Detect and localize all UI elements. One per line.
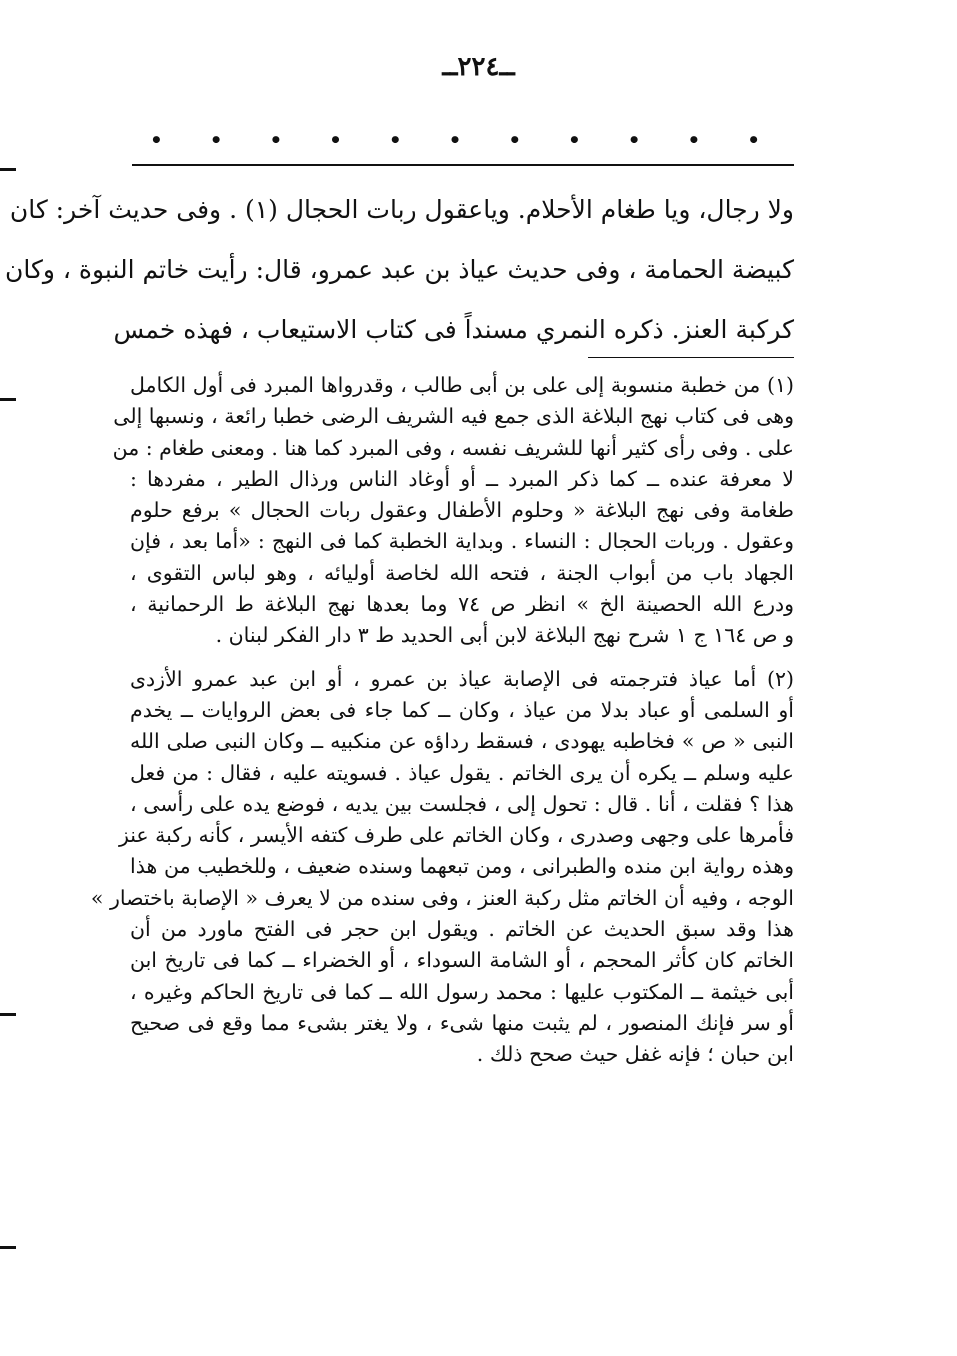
footnote-line: أو سر فإنك المنصور ، لم يثبت منها شىء ، ولا يغتر بشىء مما وقع فى صحيح — [130, 1010, 794, 1035]
ornament-dot: • — [627, 128, 641, 152]
main-text-line: كبيضة الحمامة ، وفى حديث عياذ بن عبد عمرو، قال: رأيت خاتم النبوة ، وكان — [4, 255, 794, 284]
footnote-2 — [90, 664, 794, 1071]
ornament-dot: • — [508, 128, 522, 152]
main-text-line: ولا رجال، ويا طغام الأحلام. وياعقول ربات الحجال (١) . وفى حديث آخر: كان — [9, 195, 794, 224]
footnote-line: وعقول . وربات الحجال : النساء . وبداية الخطبة كما فى النهج : «أما بعد ، فإن — [130, 529, 794, 554]
footnote-line: (٢) أما عياذ فترجمته فى الإصابة عياذ بن عمرو ، أو ابن عبد عمرو الأزدى — [130, 666, 794, 691]
footnote-line: هذا وقد سبق الحديث عن الخاتم . ويقول ابن حجر فى الفتح ماورد من أن — [130, 917, 794, 942]
footnote-line: على . وفى رأى كثير أنها للشريف نفسه ، وفى المبرد كما هنا . ومعنى طغام : من — [112, 435, 794, 460]
ornament-dot: • — [209, 128, 223, 152]
footnote-line: فأمرها على وجهى وصدرى ، وكان الخاتم على طرف كتفه الأيسر ، كأنه ركبة عنز — [118, 823, 794, 848]
page-number: ــ٢٢٤ــ — [442, 52, 515, 82]
ornament-dot: • — [150, 128, 163, 152]
footnote-line: (١) من خطبة منسوبة إلى على بن أبى طالب ، وقدرواها المبرد فى أول الكامل — [130, 373, 794, 397]
footnote-1 — [112, 370, 794, 652]
footnote-line: هذا ؟ فقلت ، أنا . قال : تحول إلى ، فجلست بين يديه ، فوضع يده على رأسى ، — [130, 791, 794, 816]
ornament-dots-row — [150, 128, 760, 152]
footnote-line: طغامة وفى نهج البلاغة « وحلوم الأطفال وعقول ربات الحجال » برفع حلوم — [130, 498, 794, 523]
footnote-line: النبى « ص » فخاطبه يهودى ، فسقط رداؤه عن منكبيه ــ وكان النبى صلى الله — [130, 729, 794, 754]
ornament-dot: • — [747, 128, 760, 152]
footnote-line: أو السلمى أو عباد بدلا من عياذ ، وكان ــ كما جاء فى بعض الروايات ــ يخدم — [130, 697, 794, 722]
margin-mark — [0, 1246, 16, 1249]
footnote-line: و ص ١٦٤ ج ١ شرح نهج البلاغة لابن أبى الحديد ط ٣ دار الفكر لبنان . — [215, 623, 794, 648]
footnote-line: وهذه رواية ابن منده والطبرانى ، ومن تبعهما وسنده ضعيف ، وللخطيب من هذا — [130, 854, 794, 879]
footnote-line: أبى خيثمة ــ المكتوب عليها : محمد رسول الله ــ كما فى تاريخ الحاكم وغيره ، — [130, 979, 794, 1004]
footnote-line: وهى فى كتاب نهج البلاغة الذى جمع فيه الشريف الرضى خطبا رائعة ، ونسبها إلى — [113, 404, 794, 429]
footnotes-block — [90, 370, 794, 1071]
footnote-divider — [588, 357, 794, 358]
main-text-line: كركبة العنز. ذكره النمري مسنداً فى كتاب الاستيعاب ، فهذه خمس — [113, 315, 794, 344]
top-divider — [132, 164, 794, 166]
footnote-line: ابن حبان ؛ فإنه غفل حيث صحح ذلك . — [476, 1042, 794, 1067]
footnote-line: ودرع الله الحصينة الخ » انظر ص ٧٤ وما بعدها نهج البلاغة ط الرحمانية ، — [130, 592, 794, 617]
ornament-dot: • — [329, 128, 342, 152]
margin-mark — [0, 168, 16, 171]
footnote-line: الجهاد باب من أبواب الجنة ، فتحه الله لخاصة أوليائه ، وهو لباس التقوى ، — [130, 560, 794, 585]
ornament-dot: • — [269, 128, 283, 152]
margin-mark — [0, 398, 16, 401]
footnote-line: الخاتم كان كأثر المحجم ، أو الشامة السوداء ، أو الخضراء ــ كما فى تاريخ ابن — [130, 948, 794, 973]
footnote-line: عليه وسلم ــ يكره أن يرى الخاتم . يقول عياذ . فسويته عليه ، فقال : من فعل — [130, 760, 794, 785]
ornament-dot: • — [687, 128, 701, 152]
main-text-block — [4, 180, 794, 360]
footnote-line: لا معرفة عنده ــ كما ذكر المبرد ــ أو أوغاد الناس ورذال الطير ، مفردها : — [130, 466, 794, 491]
footnote-line: الوجه ، وفيه أن الخاتم مثل ركبة العنز ، وفى سنده من لا يعرف « الإصابة باختصار » — [90, 885, 794, 910]
ornament-dot: • — [448, 128, 462, 152]
ornament-dot: • — [388, 128, 402, 152]
ornament-dot: • — [568, 128, 581, 152]
margin-mark — [0, 1013, 16, 1016]
